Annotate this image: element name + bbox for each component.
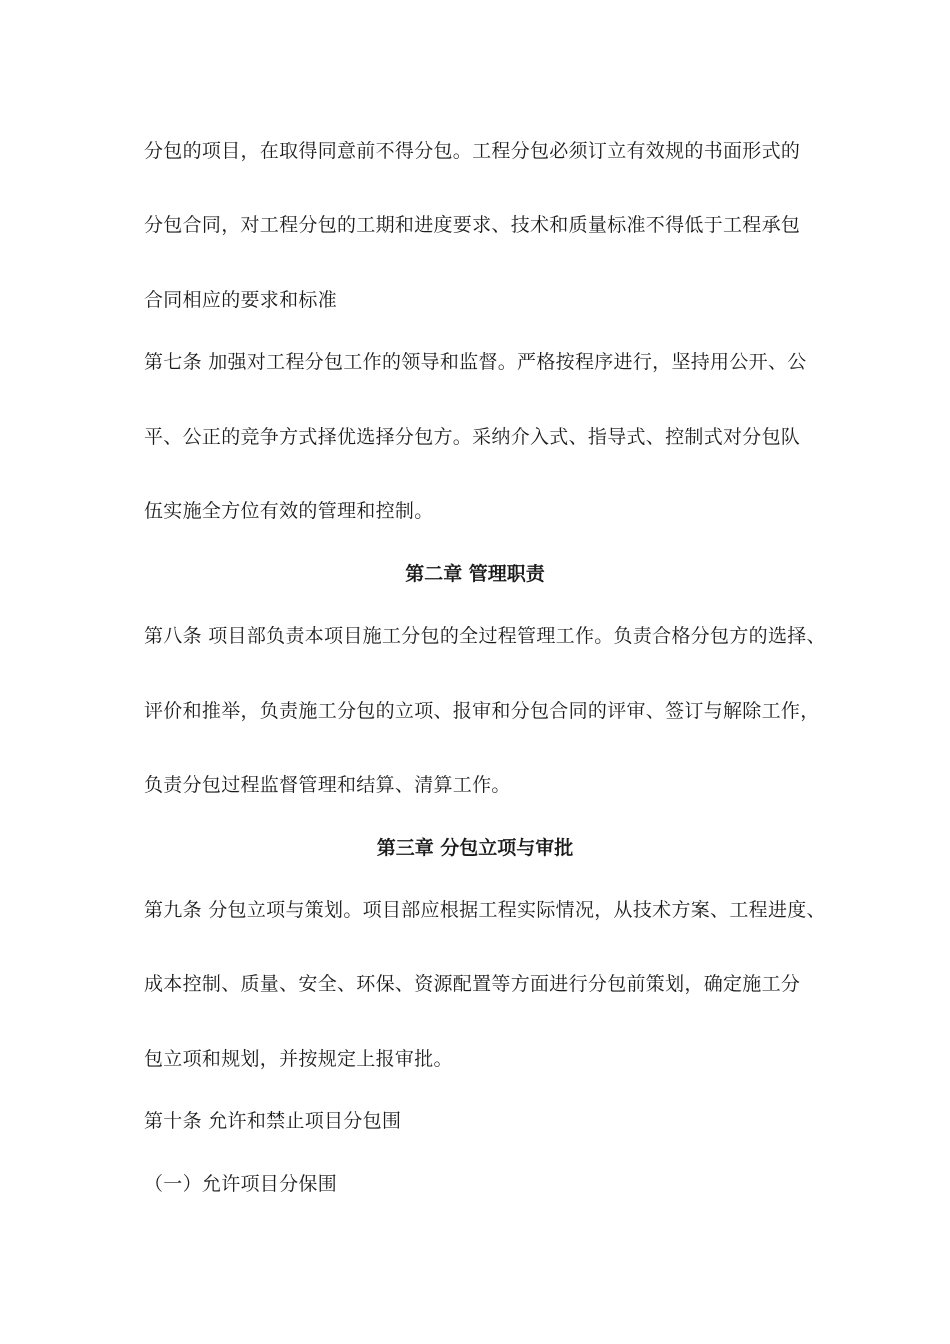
paragraph-line: 负责分包过程监督管理和结算、清算工作。 <box>144 774 511 796</box>
paragraph-line: 包立项和规划，并按规定上报审批。 <box>144 1048 453 1070</box>
article-10-line: 第十条 允许和禁止项目分包围 <box>144 1110 402 1132</box>
paragraph-line: 伍实施全方位有效的管理和控制。 <box>144 500 434 522</box>
paragraph-line: 分包合同，对工程分包的工期和进度要求、技术和质量标准不得低于工程承包 <box>144 214 801 236</box>
paragraph-line: 分包的项目，在取得同意前不得分包。工程分包必须订立有效规的书面形式的 <box>144 140 801 162</box>
paragraph-line: 合同相应的要求和标准 <box>144 289 338 311</box>
paragraph-line: 评价和推举，负责施工分包的立项、报审和分包合同的评审、签订与解除工作， <box>144 700 820 722</box>
list-item-1-line: （一）允许项目分保围 <box>144 1173 338 1195</box>
paragraph-line: 平、公正的竞争方式择优选择分包方。采纳介入式、指导式、控制式对分包队 <box>144 426 801 448</box>
chapter-3-heading: 第三章 分包立项与审批 <box>376 837 574 859</box>
article-7-line: 第七条 加强对工程分包工作的领导和监督。严格按程序进行，坚持用公开、公 <box>144 351 807 373</box>
article-8-line: 第八条 项目部负责本项目施工分包的全过程管理工作。负责合格分包方的选择、 <box>144 625 826 647</box>
chapter-2-heading: 第二章 管理职责 <box>405 563 545 585</box>
paragraph-line: 成本控制、质量、安全、环保、资源配置等方面进行分包前策划，确定施工分 <box>144 973 801 995</box>
article-9-line: 第九条 分包立项与策划。项目部应根据工程实际情况，从技术方案、工程进度、 <box>144 899 826 921</box>
